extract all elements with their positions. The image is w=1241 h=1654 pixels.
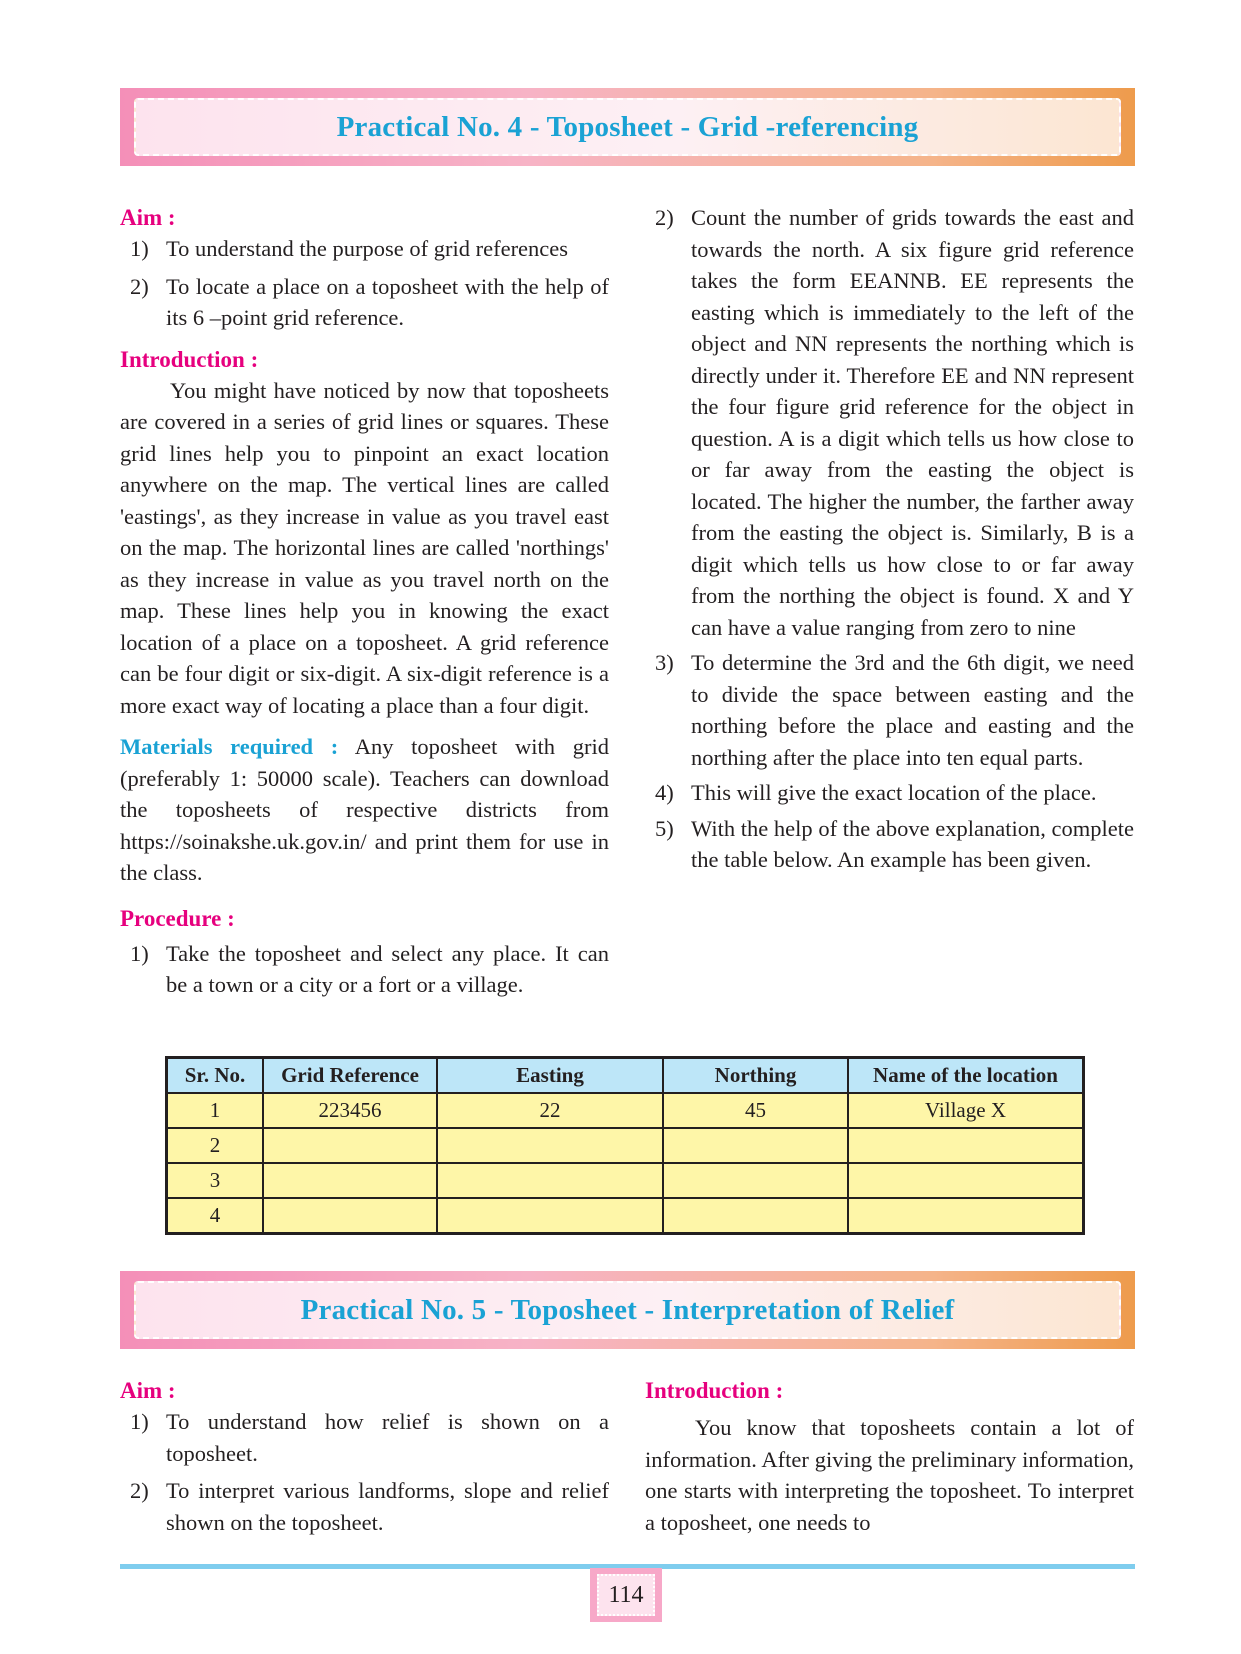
aim-item: 1) To understand how relief is shown on a toposheet. [130,1409,609,1466]
aim-item: 1) To understand the purpose of grid references [130,236,569,261]
table-header-cell: Easting [437,1058,663,1094]
practical-5-title: Practical No. 5 - Toposheet - Interpretation of Relief [300,1293,955,1326]
table-cell: 3 [167,1163,264,1198]
procedure-step: 1) Take the toposheet and select any place. It can be a town or a city or a fort or a village. [130,940,609,997]
page-number: 114 [597,1574,655,1616]
table-header-cell: Sr. No. [167,1058,264,1094]
practical-4-left-column [120,202,609,1001]
procedure-step: 4) This will give the exact location of the place. [655,780,1097,805]
table-cell [437,1163,663,1198]
practical-5-right-column [645,1375,1134,1538]
practical-4-title: Practical No. 4 - Toposheet - Grid -referencing [336,110,919,143]
procedure-list-right [645,202,1134,876]
practical-5-banner [120,1271,1135,1349]
table-cell: 1 [167,1093,264,1128]
aim-item: 2) To locate a place on a toposheet with the help of its 6 –point grid reference. [130,273,609,330]
practical-4-banner-inner [134,98,1121,156]
table-cell [848,1198,1084,1234]
practical-5-banner-inner [134,1281,1121,1339]
table-cell [848,1163,1084,1198]
table-cell [663,1163,848,1198]
table-row [167,1093,1084,1128]
table-cell [263,1128,437,1163]
table-row [167,1163,1084,1198]
procedure-list-left [120,938,609,1001]
table-cell [437,1198,663,1234]
table-row [167,1128,1084,1163]
table-cell: 2 [167,1128,264,1163]
aim-heading: Aim : [120,1378,176,1403]
aim-list [120,1406,609,1538]
table-cell: 22 [437,1093,663,1128]
materials-paragraph [120,731,609,889]
procedure-step: 5) With the help of the above explanation, complete the table below. An example has been given. [655,815,1134,872]
introduction-heading: Introduction : [120,346,259,372]
table-cell: 45 [663,1093,848,1128]
table-cell: 4 [167,1198,264,1234]
procedure-step: 2) Count the number of grids towards the east and towards the north. A six figure grid reference takes the form EEANNB. EE represents the easting which is immediately to the left of the object and NN represents the northing which is directly under it. Therefore EE and NN represent the four figure grid reference for the object in question. A is a digit which tells us how close to or far away from the easting the object is located. The higher the number, the farther away from the easting the object is. Similarly, B is a digit which tells us how close to or far away from the northing the object is found. X and Y can have a value ranging from zero to nine [655,205,1134,640]
table-header-cell: Grid Reference [263,1058,437,1094]
materials-heading: Materials required : [120,734,339,759]
table-cell: 223456 [263,1093,437,1128]
table-header-row [167,1058,1084,1094]
materials-text: Any toposheet with grid (preferably 1: 50000 scale). Teachers can download the toposheets of respective districts from https://soinakshe.uk.gov.in/ and print them for use in the class. [120,734,609,885]
aim-heading: Aim : [120,205,176,230]
table-header-cell: Northing [663,1058,848,1094]
procedure-step: 3) To determine the 3rd and the 6th digit, we need to divide the space between easting and the northing before the place and easting and the northing after the place into ten equal parts. [655,650,1134,770]
table-header-cell: Name of the location [848,1058,1084,1094]
table-row [167,1198,1084,1234]
table-cell [663,1198,848,1234]
practical-4-right-column [645,202,1134,876]
introduction-paragraph: You might have noticed by now that toposheets are covered in a series of grid lines or squares. These grid lines help you to pinpoint an exact location anywhere on the map. The vertical lines are called 'eastings', as they increase in value as you travel east on the map. The horizontal lines are called 'northings' as they increase in value as you travel north on the map. These lines help you in knowing the exact location of a place on a toposheet. A grid reference can be four digit or six-digit. A six-digit reference is a more exact way of locating a place than a four digit. [120,377,609,718]
practical-4-banner [120,88,1135,166]
table-cell: Village X [848,1093,1084,1128]
grid-reference-table [165,1056,1085,1235]
table-cell [848,1128,1084,1163]
introduction-paragraph: You know that toposheets contain a lot of information. After giving the preliminary information, one starts with interpreting the toposheet. To interpret a toposheet, one needs to [645,1415,1134,1535]
practical-5-left-column [120,1375,609,1538]
aim-item: 2) To interpret various landforms, slope and relief shown on the toposheet. [130,1478,609,1535]
aim-list [120,233,609,334]
introduction-heading: Introduction : [645,1378,784,1403]
table-cell [663,1128,848,1163]
table-cell [263,1198,437,1234]
page-number-badge [590,1568,662,1622]
table-cell [437,1128,663,1163]
table-cell [263,1163,437,1198]
procedure-heading: Procedure : [120,905,235,931]
